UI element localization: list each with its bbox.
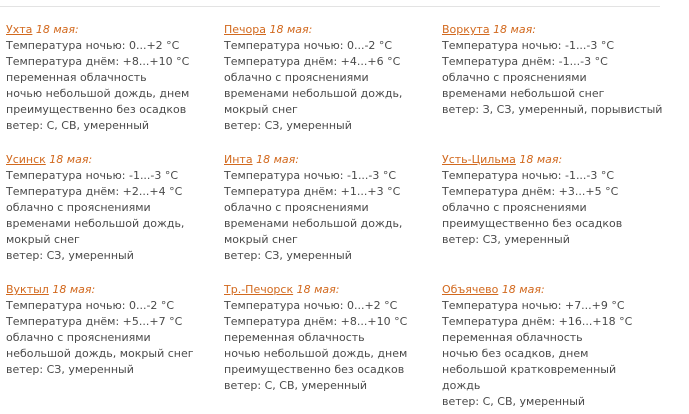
city-link-inta[interactable]: Инта [224, 153, 253, 166]
city-link-ukhta[interactable]: Ухта [6, 23, 33, 36]
day-conditions: временами небольшой дождь, мокрый снег [224, 217, 403, 246]
night-temperature: Температура ночью: 0...-2 °C [6, 299, 175, 312]
day-conditions: ночью небольшой дождь, днем преимущественно без осадков [6, 87, 190, 116]
forecast-date: 18 мая: [493, 23, 536, 36]
forecast-date: 18 мая: [269, 23, 313, 36]
forecast-card-pechora [224, 22, 434, 134]
forecast-date: 18 мая: [256, 153, 299, 166]
night-conditions: облачно с прояснениями [6, 331, 151, 344]
night-temperature: Температура ночью: -1...-3 °C [442, 169, 615, 182]
day-conditions: временами небольшой дождь, мокрый снег [6, 217, 185, 246]
day-temperature: Температура днём: +5...+7 °C [6, 315, 183, 328]
night-temperature: Температура ночью: -1...-3 °C [224, 169, 397, 182]
day-temperature: Температура днём: +8...+10 °C [6, 55, 190, 68]
night-conditions: облачно с прояснениями [224, 201, 369, 214]
night-temperature: Температура ночью: 0...-2 °C [224, 39, 393, 52]
day-temperature: Температура днём: +16...+18 °C [442, 315, 633, 328]
city-link-vuktyl[interactable]: Вуктыл [6, 283, 49, 296]
night-temperature: Температура ночью: +7...+9 °C [442, 299, 625, 312]
forecast-card-usinsk [6, 152, 216, 264]
night-conditions: облачно с прояснениями [224, 71, 369, 84]
card-header [224, 152, 434, 168]
day-conditions: временами небольшой дождь, мокрый снег [224, 87, 403, 116]
day-conditions: ночью без осадков, днем небольшой кратковременный дождь [442, 347, 617, 392]
night-conditions: переменная облачность [224, 331, 365, 344]
card-header [442, 282, 652, 298]
forecast-date: 18 мая: [52, 283, 96, 296]
day-conditions: временами небольшой снег [442, 87, 605, 100]
day-conditions: ночью небольшой дождь, днем преимущественно без осадков [224, 347, 408, 376]
day-temperature: Температура днём: +8...+10 °C [224, 315, 408, 328]
forecast-card-obyachevo [442, 282, 652, 410]
top-divider [0, 6, 660, 7]
city-link-pechora[interactable]: Печора [224, 23, 266, 36]
night-temperature: Температура ночью: 0...+2 °C [6, 39, 180, 52]
wind-info: ветер: СЗ, умеренный [442, 233, 570, 246]
forecast-card-ust-tsilma [442, 152, 652, 248]
forecast-card-vuktyl [6, 282, 216, 378]
wind-info: ветер: С, СВ, умеренный [224, 379, 368, 392]
night-temperature: Температура ночью: 0...+2 °C [224, 299, 398, 312]
day-temperature: Температура днём: +2...+4 °C [6, 185, 183, 198]
card-header [6, 22, 216, 38]
day-temperature: Температура днём: +3...+5 °C [442, 185, 619, 198]
city-link-tr-pechorsk[interactable]: Тр.-Печорск [224, 283, 294, 296]
night-conditions: облачно с прояснениями [442, 201, 587, 214]
forecast-card-ukhta [6, 22, 216, 134]
city-link-usinsk[interactable]: Усинск [6, 153, 46, 166]
forecast-card-tr-pechorsk [224, 282, 434, 394]
wind-info: ветер: СЗ, умеренный [224, 119, 352, 132]
card-header [6, 152, 216, 168]
city-link-ust-tsilma[interactable]: Усть-Цильма [442, 153, 516, 166]
forecast-card-inta [224, 152, 434, 264]
day-temperature: Температура днём: +1...+3 °C [224, 185, 401, 198]
city-link-vorkuta[interactable]: Воркута [442, 23, 490, 36]
night-temperature: Температура ночью: -1...-3 °C [442, 39, 615, 52]
card-header [224, 282, 434, 298]
forecast-date: 18 мая: [501, 283, 545, 296]
day-temperature: Температура днём: +4...+6 °C [224, 55, 401, 68]
wind-info: ветер: СЗ, умеренный [6, 363, 134, 376]
night-temperature: Температура ночью: -1...-3 °C [6, 169, 179, 182]
night-conditions: переменная облачность [442, 331, 583, 344]
forecast-date: 18 мая: [35, 23, 79, 36]
city-link-obyachevo[interactable]: Объячево [442, 283, 499, 296]
card-header [224, 22, 434, 38]
night-conditions: облачно с прояснениями [442, 71, 587, 84]
day-temperature: Температура днём: -1...-3 °C [442, 55, 608, 68]
forecast-date: 18 мая: [519, 153, 563, 166]
forecast-date: 18 мая: [296, 283, 340, 296]
day-conditions: небольшой дождь, мокрый снег [6, 347, 194, 360]
wind-info: ветер: С, СВ, умеренный [442, 395, 586, 408]
card-header [442, 152, 652, 168]
wind-info: ветер: З, СЗ, умеренный, порывистый [442, 103, 663, 116]
wind-info: ветер: СЗ, умеренный [6, 249, 134, 262]
wind-info: ветер: СЗ, умеренный [224, 249, 352, 262]
wind-info: ветер: С, СВ, умеренный [6, 119, 150, 132]
card-header [442, 22, 652, 38]
forecast-card-vorkuta [442, 22, 663, 118]
night-conditions: переменная облачность [6, 71, 147, 84]
day-conditions: преимущественно без осадков [442, 217, 623, 230]
card-header [6, 282, 216, 298]
forecast-date: 18 мая: [49, 153, 93, 166]
night-conditions: облачно с прояснениями [6, 201, 151, 214]
